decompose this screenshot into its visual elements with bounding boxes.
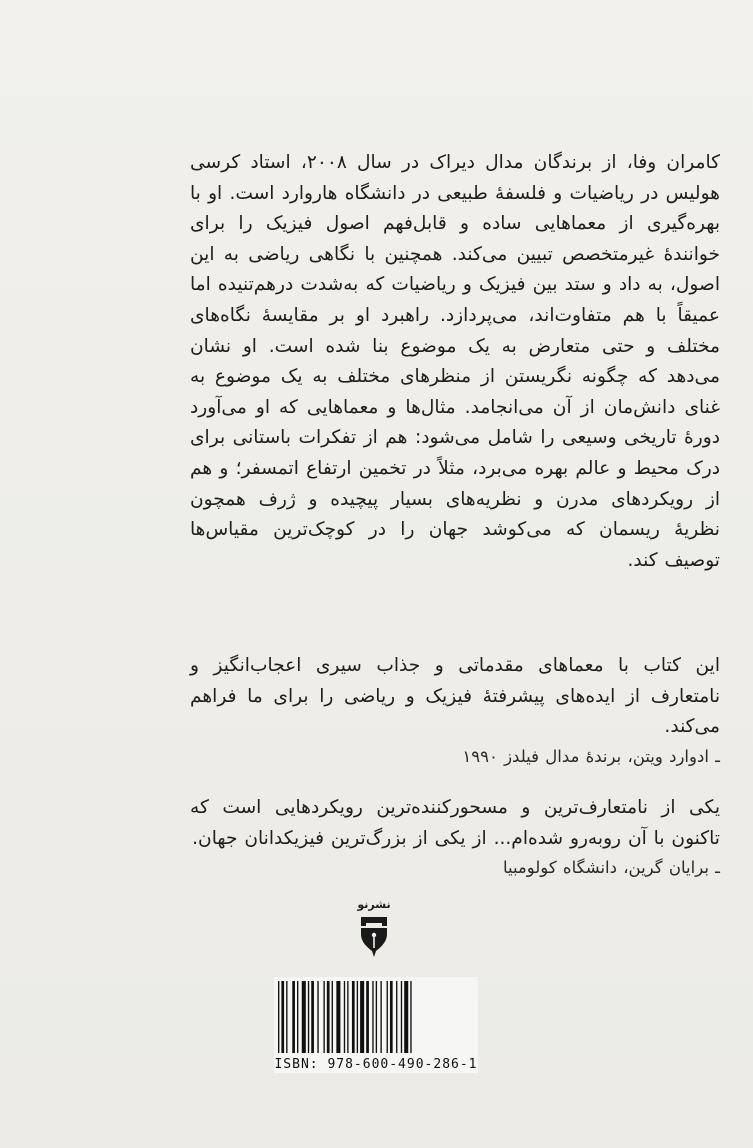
publisher-logo <box>343 898 405 958</box>
barcode <box>274 977 478 1073</box>
description-paragraph: کامران وفا، از برندگان مدال دیراک در سال ۲۰۰۸، استاد کرسی هولیس در ریاضیات و فلسفهٔ طبیعی در دانشگاه هاروارد است. او با بهره‌گیری از معماهایی ساده و قابل‌فهم اصول فیزیک را برای خوانندهٔ غیرمتخصص تبیین می‌کند. همچنین با نگاهی ریاضی به این اصول، به داد و ستد بین فیزیک و ریاضیات که به‌شدت درهم‌تنیده اما عمیقاً با هم متفاوت‌اند، می‌پردازد. راهبرد او بر مقایسهٔ نگاه‌های مختلف و حتی متعارض به یک موضوع بنا شده است. او نشان می‌دهد که چگونه نگریستن از منظرهای مختلف به یک موضوع به غنای دانش‌مان از آن می‌انجامد. مثال‌ها و معماهایی که او می‌آورد دورهٔ تاریخی وسیعی را شامل می‌شود: هم از تفکرات باستانی برای درک محیط و عالم بهره می‌برد، مثلاً در تخمین ارتفاع اتمسفر؛ و هم از رویکردهای مدرن و نظریه‌های بسیار پیچیده و ژرف همچون نظریهٔ ریسمان که می‌کوشد جهان را در کوچک‌ترین مقیاس‌ها توصیف کند. <box>190 152 720 571</box>
isbn-number: ISBN: 978-600-490-286-1 <box>274 1057 478 1072</box>
publisher-name: نشرنو <box>357 898 391 911</box>
endorsement-attribution: ـ برایان گرین، دانشگاه کولومبیا <box>502 858 720 878</box>
book-description <box>190 148 720 576</box>
pen-nib-icon <box>359 914 389 958</box>
endorsement-greene <box>190 793 720 883</box>
endorsement-attribution: ـ ادوارد ویتن، برندهٔ مدال فیلدز ۱۹۹۰ <box>462 746 720 766</box>
endorsement-text: این کتاب با معماهای مقدماتی و جذاب سیری اعجاب‌انگیز و نامتعارف از ایده‌های پیشرفتهٔ فیزیک و ریاضی را برای ما فراهم می‌کند. <box>190 655 720 738</box>
barcode-bars <box>274 977 478 1057</box>
endorsement-witten <box>190 651 720 772</box>
endorsement-text: یکی از نامتعارف‌ترین و مسحورکننده‌ترین رویکردهایی است که تاکنون با آن روبه‌رو شده‌ام... از یکی از بزرگ‌ترین فیزیکدانان جهان. <box>190 797 720 849</box>
